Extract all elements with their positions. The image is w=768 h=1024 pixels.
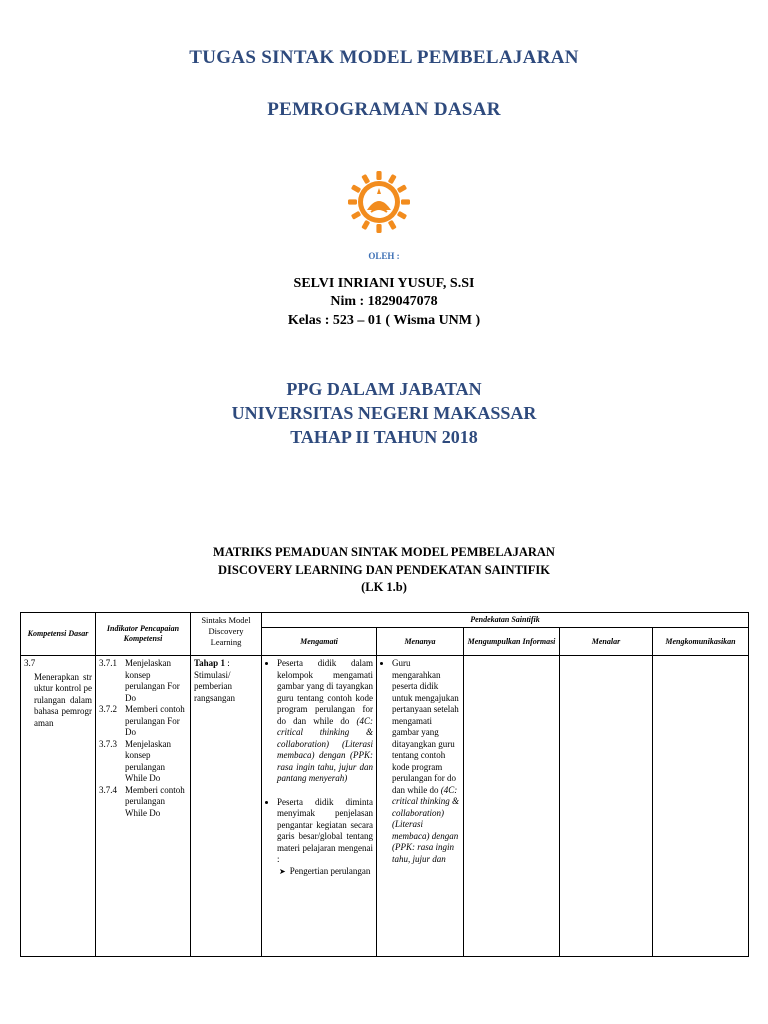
header-menanya: Menanya [377, 628, 464, 656]
mengamati-activity-2: Peserta didik diminta menyimak penjelasan pengantar kegiatan secara garis besar/global tentang materi pelajaran mengenai : [277, 796, 373, 865]
indikator-item [99, 785, 187, 820]
indikator-text: Menjelaskan konsep perulangan For Do [125, 658, 180, 703]
indikator-text: Memberi contoh perulangan While Do [125, 784, 185, 818]
header-pendekatan-saintifik: Pendekatan Saintifik [262, 613, 749, 628]
cell-mengamati [262, 656, 377, 957]
document-subtitle: PEMROGRAMAN DASAR [267, 99, 501, 120]
cell-menanya [377, 656, 464, 957]
matrix-title-line1: MATRIKS PEMADUAN SINTAK MODEL PEMBELAJARAN [213, 545, 555, 559]
mengamati-activity-1: Peserta didik dalam kelompok mengamati gambar yang di tayangkan guru tentang contoh kode program perulangan for do dan while do [277, 658, 373, 726]
header-sintaks-model: Sintaks Model Discovery Learning [191, 613, 262, 656]
indikator-item [99, 739, 187, 785]
indikator-number: 3.7.3 [99, 738, 117, 749]
header-mengamati: Mengamati [262, 628, 377, 656]
oleh-label: OLEH : [368, 251, 400, 261]
cell-sintaks [191, 656, 262, 957]
university-name: UNIVERSITAS NEGERI MAKASSAR [231, 403, 537, 423]
menanya-activity-notes: (4C: critical thinking & collaboration) (Literasi membaca) dengan (PPK: rasa ingin tahu, jujur dan [392, 784, 459, 864]
author-class: Kelas : 523 – 01 ( Wisma UNM ) [287, 313, 481, 328]
cell-mengkomunikasikan [653, 656, 749, 957]
header-mengumpulkan-informasi: Mengumpulkan Informasi [464, 628, 560, 656]
mengamati-activity-1-notes: (4C: critical thinking & collaboration) (Literasi membaca) dengan (PPK: rasa ingin tahu, jujur dan pantang menyerah) [277, 715, 373, 784]
program-stage: TAHAP II TAHUN 2018 [290, 427, 478, 447]
matrix-title-line2: DISCOVERY LEARNING DAN PENDEKATAN SAINTIFIK [217, 563, 550, 577]
author-nim: Nim : 1829047078 [330, 294, 438, 309]
indikator-number: 3.7.4 [99, 784, 117, 795]
menanya-activity: Guru mengarahkan peserta didik untuk mengajukan pertanyaan setelah mengamati gambar yang ditayangkan guru tentang contoh kode program perulangan for do dan while do [392, 658, 459, 795]
kd-number: 3.7 [24, 658, 36, 669]
cell-indikator [96, 656, 191, 957]
university-logo-icon [347, 170, 411, 234]
header-menalar: Menalar [560, 628, 653, 656]
matrix-table [20, 612, 749, 957]
header-indikator: Indikator Pencapaian Kompetensi [96, 613, 191, 656]
cell-mengumpulkan-informasi [464, 656, 560, 957]
indikator-item [99, 704, 187, 739]
kd-text: Menerapkan struktur kontrol perulangan dalam bahasa pemrograman [34, 671, 92, 728]
mengamati-subitem: ➤ Pengertian perulangan [291, 866, 373, 878]
list-item [392, 658, 460, 865]
list-item [277, 797, 373, 878]
indikator-number: 3.7.2 [99, 704, 117, 715]
indikator-text: Memberi contoh perulangan For Do [125, 704, 185, 738]
cell-kompetensi-dasar [21, 656, 96, 957]
matrix-title-line3: (LK 1.b) [361, 580, 407, 594]
author-name: SELVI INRIANI YUSUF, S.SI [293, 276, 475, 291]
document-title: TUGAS SINTAK MODEL PEMBELAJARAN [189, 47, 579, 68]
indikator-item [99, 658, 187, 704]
program-title: PPG DALAM JABATAN [286, 379, 482, 399]
sintaks-stage-label: Tahap 1 [194, 658, 225, 669]
header-kompetensi-dasar: Kompetensi Dasar [21, 613, 96, 656]
sintaks-stage-text: : Stimulasi/ pemberian rangsangan [194, 658, 235, 703]
indikator-number: 3.7.1 [99, 658, 117, 669]
indikator-text: Menjelaskan konsep perulangan While Do [125, 738, 171, 784]
cell-menalar [560, 656, 653, 957]
header-mengkomunikasikan: Mengkomunikasikan [653, 628, 749, 656]
list-item [277, 658, 373, 785]
